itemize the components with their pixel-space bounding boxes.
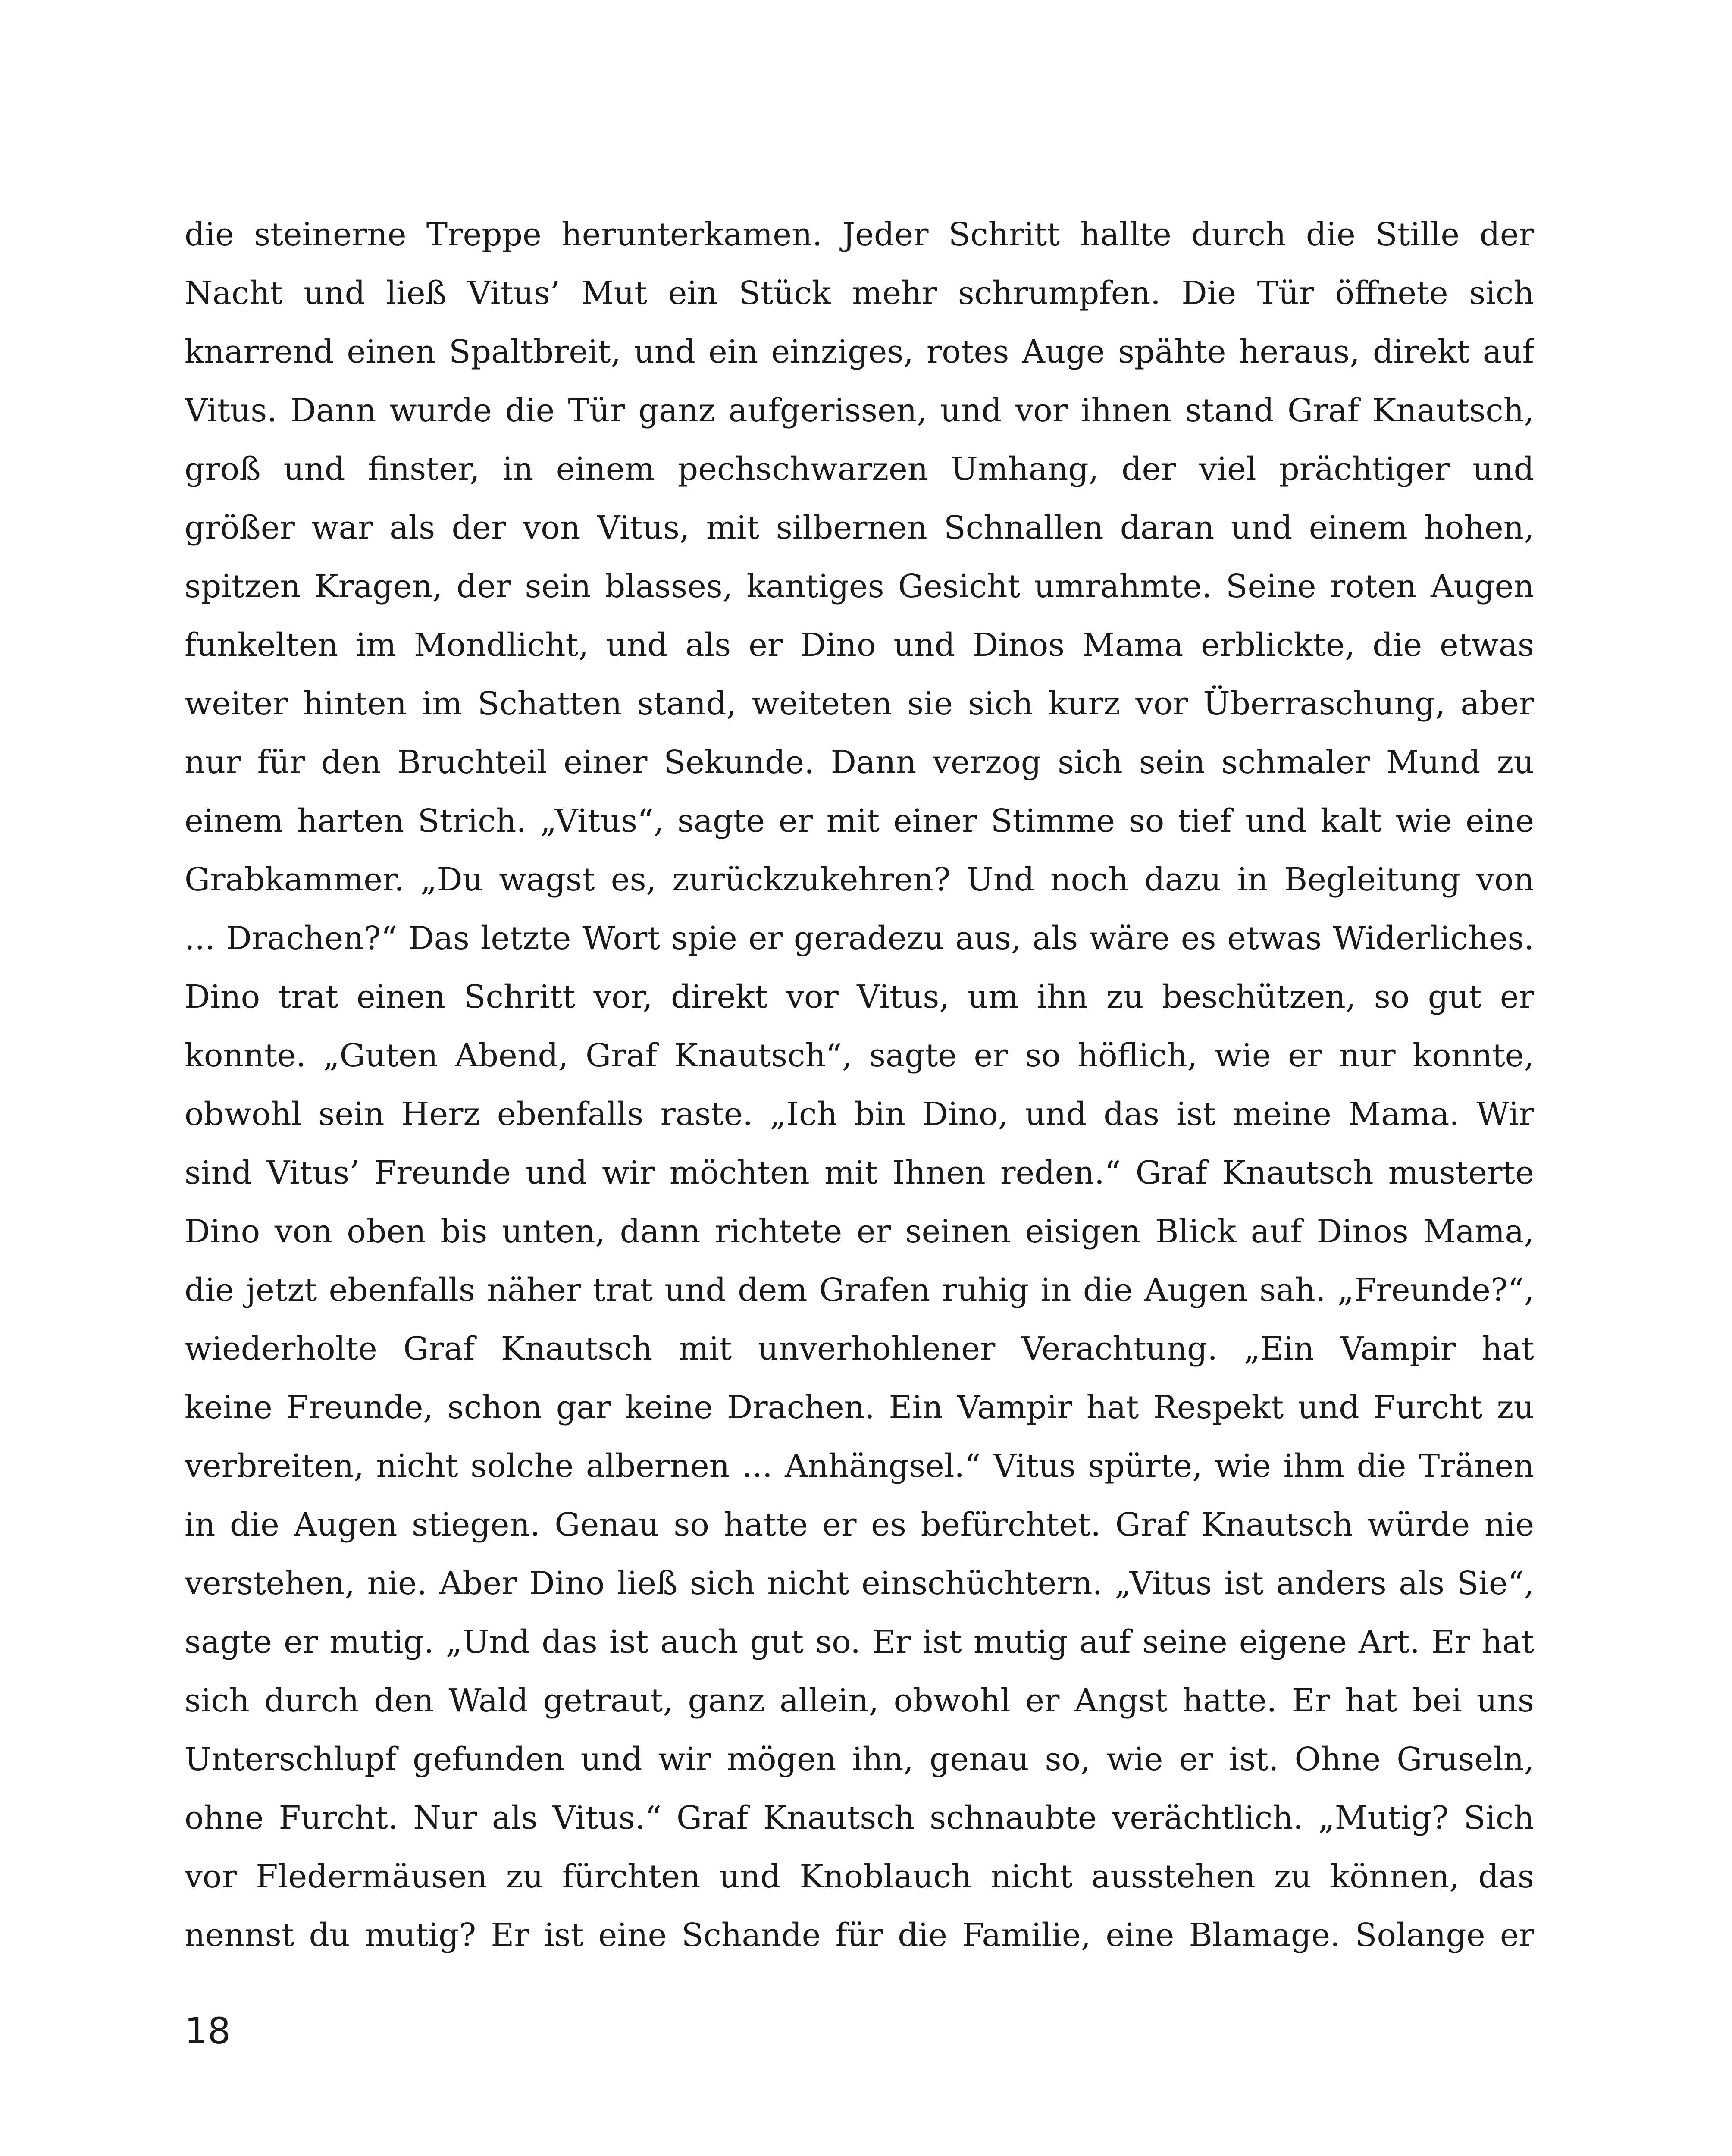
page-number: 18 — [185, 2010, 231, 2052]
text-line: funkelten im Mondlicht, und als er Dino und Dinos Mama erblickte, die etwas — [185, 627, 1534, 664]
text-line: einem harten Strich. „Vitus“, sagte er mit einer Stimme so tief und kalt wie eine — [185, 802, 1534, 840]
text-line: sind Vitus’ Freunde und wir möchten mit Ihnen reden.“ Graf Knautsch musterte — [185, 1154, 1534, 1191]
text-line: ohne Furcht. Nur als Vitus.“ Graf Knautsch schnaubte verächtlich. „Mutig? Sich — [185, 1799, 1534, 1836]
text-line: groß und finster, in einem pechschwarzen Umhang, der viel prächtiger und — [185, 451, 1534, 488]
text-line: größer war als der von Vitus, mit silbernen Schnallen daran und einem hohen, — [185, 509, 1534, 546]
text-line: knarrend einen Spaltbreit, und ein einziges, rotes Auge spähte heraus, direkt auf — [185, 333, 1534, 370]
text-line: vor Fledermäusen zu fürchten und Knoblauch nicht ausstehen zu können, das — [185, 1858, 1534, 1895]
text-line: in die Augen stiegen. Genau so hatte er es befürchtet. Graf Knautsch würde nie — [185, 1506, 1534, 1543]
text-line: nennst du mutig? Er ist eine Schande für die Familie, eine Blamage. Solange er — [185, 1917, 1534, 1954]
text-line: die jetzt ebenfalls näher trat und dem Grafen ruhig in die Augen sah. „Freunde?“, — [185, 1272, 1534, 1309]
text-line: spitzen Kragen, der sein blasses, kantiges Gesicht umrahmte. Seine roten Augen — [185, 568, 1534, 605]
text-line: obwohl sein Herz ebenfalls raste. „Ich bin Dino, und das ist meine Mama. Wir — [185, 1096, 1534, 1133]
text-line: Nacht und ließ Vitus’ Mut ein Stück mehr schrumpfen. Die Tür öffnete sich — [185, 275, 1534, 312]
text-line: Grabkammer. „Du wagst es, zurückzukehren? Und noch dazu in Begleitung von — [185, 861, 1534, 898]
text-line: Vitus. Dann wurde die Tür ganz aufgerissen, und vor ihnen stand Graf Knautsch, — [185, 392, 1534, 429]
text-line: die steinerne Treppe herunterkamen. Jeder Schritt hallte durch die Stille der — [185, 216, 1534, 253]
text-line: ... Drachen?“ Das letzte Wort spie er geradezu aus, als wäre es etwas Widerliches. — [185, 920, 1534, 957]
text-line: wiederholte Graf Knautsch mit unverhohlener Verachtung. „Ein Vampir hat — [185, 1330, 1534, 1367]
text-line: sagte er mutig. „Und das ist auch gut so. Er ist mutig auf seine eigene Art. Er hat — [185, 1623, 1534, 1661]
text-line: nur für den Bruchteil einer Sekunde. Dann verzog sich sein schmaler Mund zu — [185, 744, 1534, 781]
text-line: verstehen, nie. Aber Dino ließ sich nicht einschüchtern. „Vitus ist anders als Sie“, — [185, 1565, 1534, 1602]
text-line: Dino trat einen Schritt vor, direkt vor Vitus, um ihn zu beschützen, so gut er — [185, 978, 1534, 1015]
text-line: keine Freunde, schon gar keine Drachen. Ein Vampir hat Respekt und Furcht zu — [185, 1389, 1534, 1426]
text-line: Dino von oben bis unten, dann richtete er seinen eisigen Blick auf Dinos Mama, — [185, 1213, 1534, 1250]
body-text — [185, 205, 1534, 1965]
text-line: weiter hinten im Schatten stand, weiteten sie sich kurz vor Überraschung, aber — [185, 685, 1534, 722]
text-line: verbreiten, nicht solche albernen ... Anhängsel.“ Vitus spürte, wie ihm die Tränen — [185, 1448, 1534, 1485]
text-line: Unterschlupf gefunden und wir mögen ihn, genau so, wie er ist. Ohne Gruseln, — [185, 1741, 1534, 1778]
text-line: konnte. „Guten Abend, Graf Knautsch“, sagte er so höflich, wie er nur konnte, — [185, 1037, 1534, 1074]
text-line: sich durch den Wald getraut, ganz allein, obwohl er Angst hatte. Er hat bei uns — [185, 1682, 1534, 1719]
